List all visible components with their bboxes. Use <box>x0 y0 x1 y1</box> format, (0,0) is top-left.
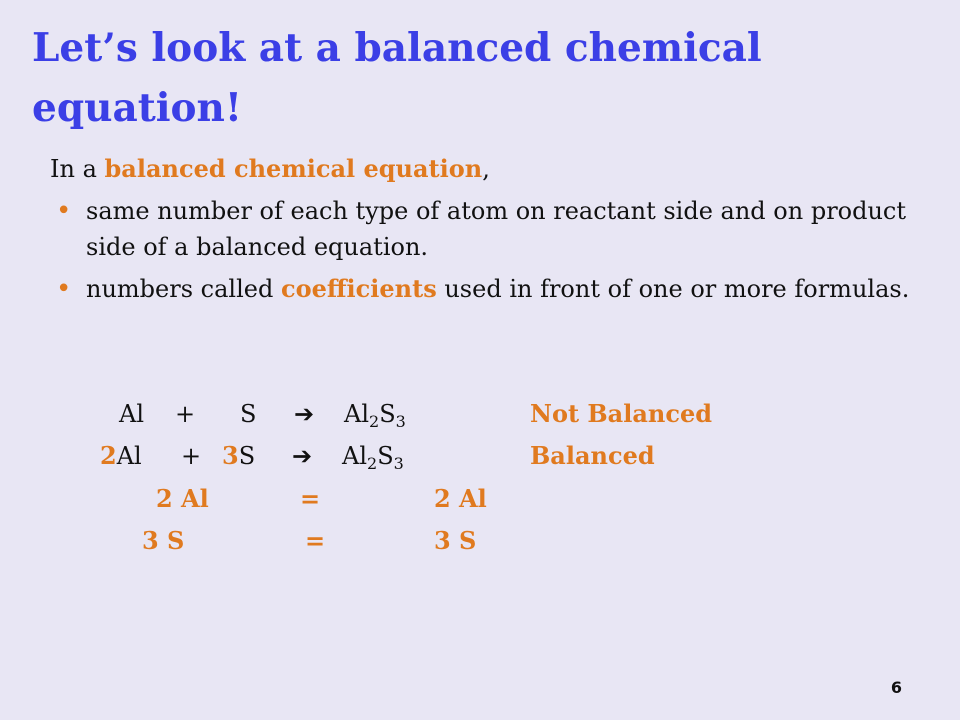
product-subscript: 2 <box>367 454 378 473</box>
balanced-product <box>342 441 404 471</box>
bullet-list <box>50 193 930 313</box>
unbalanced-plus: + <box>175 400 196 428</box>
coefficient: 2 <box>100 441 117 470</box>
product-element: S <box>379 400 396 428</box>
coefficient: 3 <box>222 441 239 470</box>
atom-count-left: 2 Al <box>156 484 209 513</box>
bullet-item <box>50 271 930 307</box>
balanced-reactant1 <box>100 441 142 471</box>
product-element: S <box>377 442 394 470</box>
bullet-icon: • <box>56 196 72 226</box>
atom-count-equals: = <box>305 526 326 555</box>
status-balanced: Balanced <box>530 441 655 470</box>
unbalanced-reactant1: Al <box>119 400 145 428</box>
atom-count-left: 3 S <box>142 526 185 555</box>
arrow-icon: ➔ <box>294 400 315 428</box>
atom-count-right: 3 S <box>434 526 477 555</box>
product-element: Al <box>342 442 368 470</box>
intro-prefix: In a <box>50 155 105 183</box>
product-element: Al <box>344 400 370 428</box>
bullet-highlight: coefficients <box>280 274 437 303</box>
intro-highlight: balanced chemical equation <box>104 154 483 183</box>
atom-count-right: 2 Al <box>434 484 487 513</box>
unbalanced-reactant2: S <box>240 400 257 428</box>
product-subscript: 3 <box>395 412 406 431</box>
bullet-item <box>50 193 930 265</box>
bullet-text-before: numbers called <box>86 275 281 303</box>
atom-count-equals: = <box>300 484 321 513</box>
bullet-icon: • <box>56 274 72 304</box>
slide-title: Let’s look at a balanced chemical equation! <box>32 25 762 131</box>
product-subscript: 2 <box>369 412 380 431</box>
reactant-element: S <box>238 442 256 470</box>
page-number: 6 <box>890 678 902 697</box>
bullet-text: same number of each type of atom on reactant side and on product side of a balanced equation. <box>86 197 907 261</box>
product-subscript: 3 <box>393 454 404 473</box>
intro-line <box>50 150 490 188</box>
bullet-text-after: used in front of one or more formulas. <box>436 275 910 303</box>
balanced-reactant2 <box>222 441 255 471</box>
status-not-balanced: Not Balanced <box>530 399 713 428</box>
reactant-element: Al <box>116 442 142 470</box>
arrow-icon: ➔ <box>292 442 313 470</box>
balanced-plus: + <box>181 442 202 470</box>
unbalanced-product <box>344 399 406 429</box>
intro-suffix: , <box>482 155 490 183</box>
